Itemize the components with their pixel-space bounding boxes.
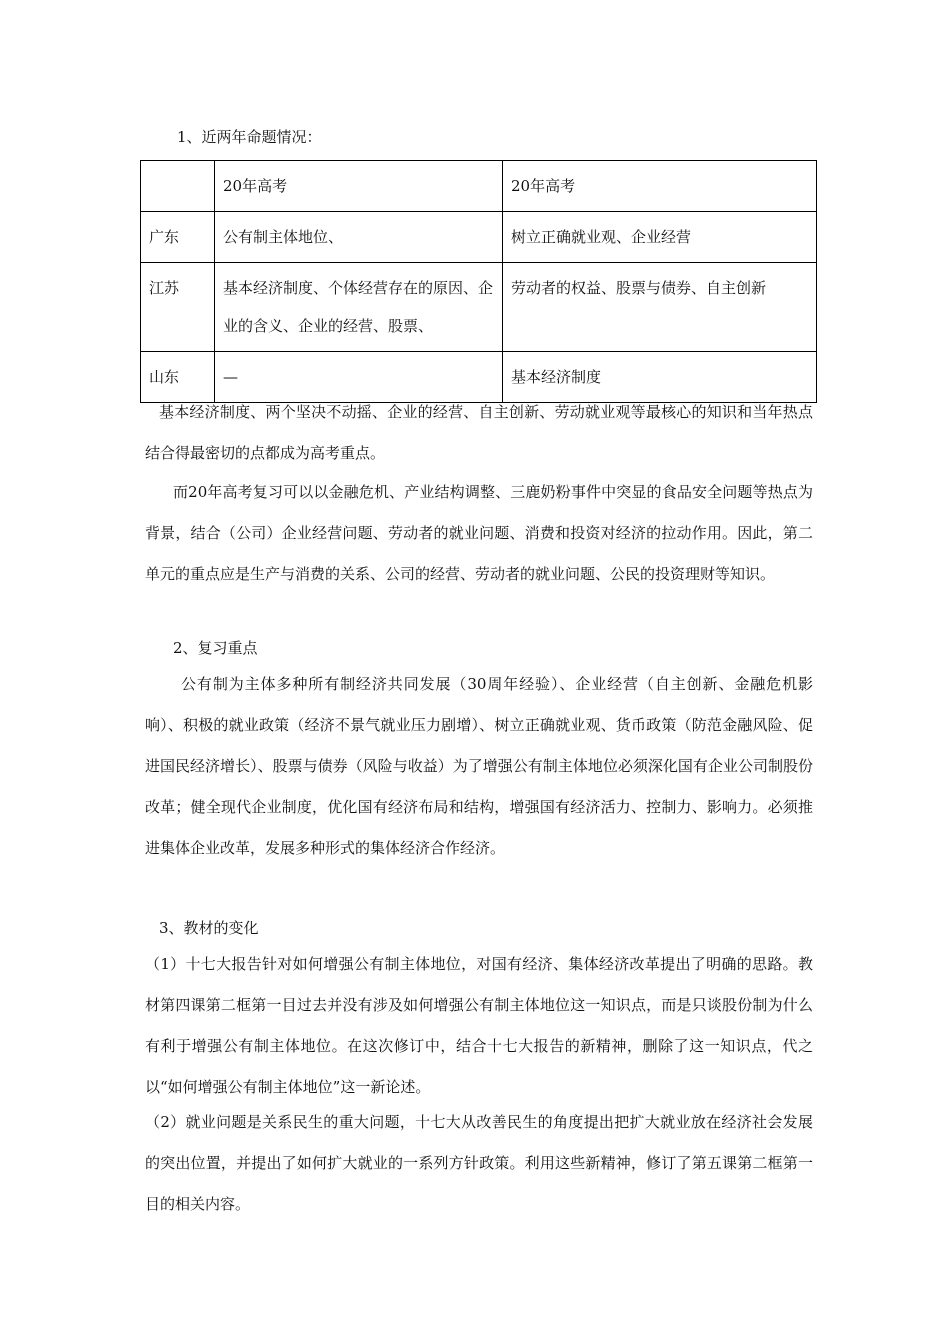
table-cell-province: 山东: [141, 352, 215, 403]
paragraph-core-knowledge: 基本经济制度、两个坚决不动摇、企业的经营、自主创新、劳动就业观等最核心的知识和当年热点结合得最密切的点都成为高考重点。: [145, 403, 813, 462]
table-cell: 基本经济制度: [503, 352, 817, 403]
paragraph-review-context: 而20年高考复习可以以金融危机、产业结构调整、三鹿奶粉事件中突显的食品安全问题等热点为背景，结合（公司）企业经营问题、劳动者的就业问题、消费和投资对经济的拉动作用。因此，第二单元的重点应是生产与消费的关系、公司的经营、劳动者的就业问题、公民的投资理财等知识。: [145, 483, 813, 583]
table-header-cell: 20年高考: [503, 161, 817, 212]
table-header-cell: 20年高考: [215, 161, 503, 212]
table-cell: 劳动者的权益、股票与债券、自主创新: [503, 263, 817, 352]
paragraph-change-1: （1）十七大报告针对如何增强公有制主体地位，对国有经济、集体经济改革提出了明确的思路。教材第四课第二框第一目过去并没有涉及如何增强公有制主体地位这一知识点，而是只谈股份制为什么有利于增强公有制主体地位。在这次修订中，结合十七大报告的新精神，删除了这一知识点，代之以“如何增强公有制主体地位”这一新论述。: [145, 955, 813, 1096]
table-row: [141, 263, 817, 352]
table-header-row: [141, 161, 817, 212]
table-cell: 基本经济制度、个体经营存在的原因、企业的含义、企业的经营、股票、: [215, 263, 503, 352]
table-cell: 公有制主体地位、: [215, 212, 503, 263]
table-row: [141, 212, 817, 263]
paragraph-review-focus: 公有制为主体多种所有制经济共同发展（30周年经验）、企业经营（自主创新、金融危机影响）、积极的就业政策（经济不景气就业压力剧增）、树立正确就业观、货币政策（防范金融风险、促进国民经济增长）、股票与债券（风险与收益）为了增强公有制主体地位必须深化国有企业公司制股份改革；健全现代企业制度，优化国有经济布局和结构，增强国有经济活力、控制力、影响力。必须推进集体企业改革，发展多种形式的集体经济合作经济。: [145, 675, 813, 857]
section-heading-2: 2、复习重点: [173, 639, 258, 657]
table-cell: —: [215, 352, 503, 403]
section-heading-3: 3、教材的变化: [159, 919, 259, 937]
section-heading-1: 1、近两年命题情况：: [177, 128, 322, 146]
paragraph-change-2: （2）就业问题是关系民生的重大问题，十七大从改善民生的角度提出把扩大就业放在经济社会发展的突出位置，并提出了如何扩大就业的一系列方针政策。利用这些新精神，修订了第五课第二框第一目的相关内容。: [145, 1113, 813, 1213]
exam-topics-table: [140, 160, 817, 403]
table-header-cell: [141, 161, 215, 212]
table-cell-province: 江苏: [141, 263, 215, 352]
table-cell-province: 广东: [141, 212, 215, 263]
table-cell: 树立正确就业观、企业经营: [503, 212, 817, 263]
